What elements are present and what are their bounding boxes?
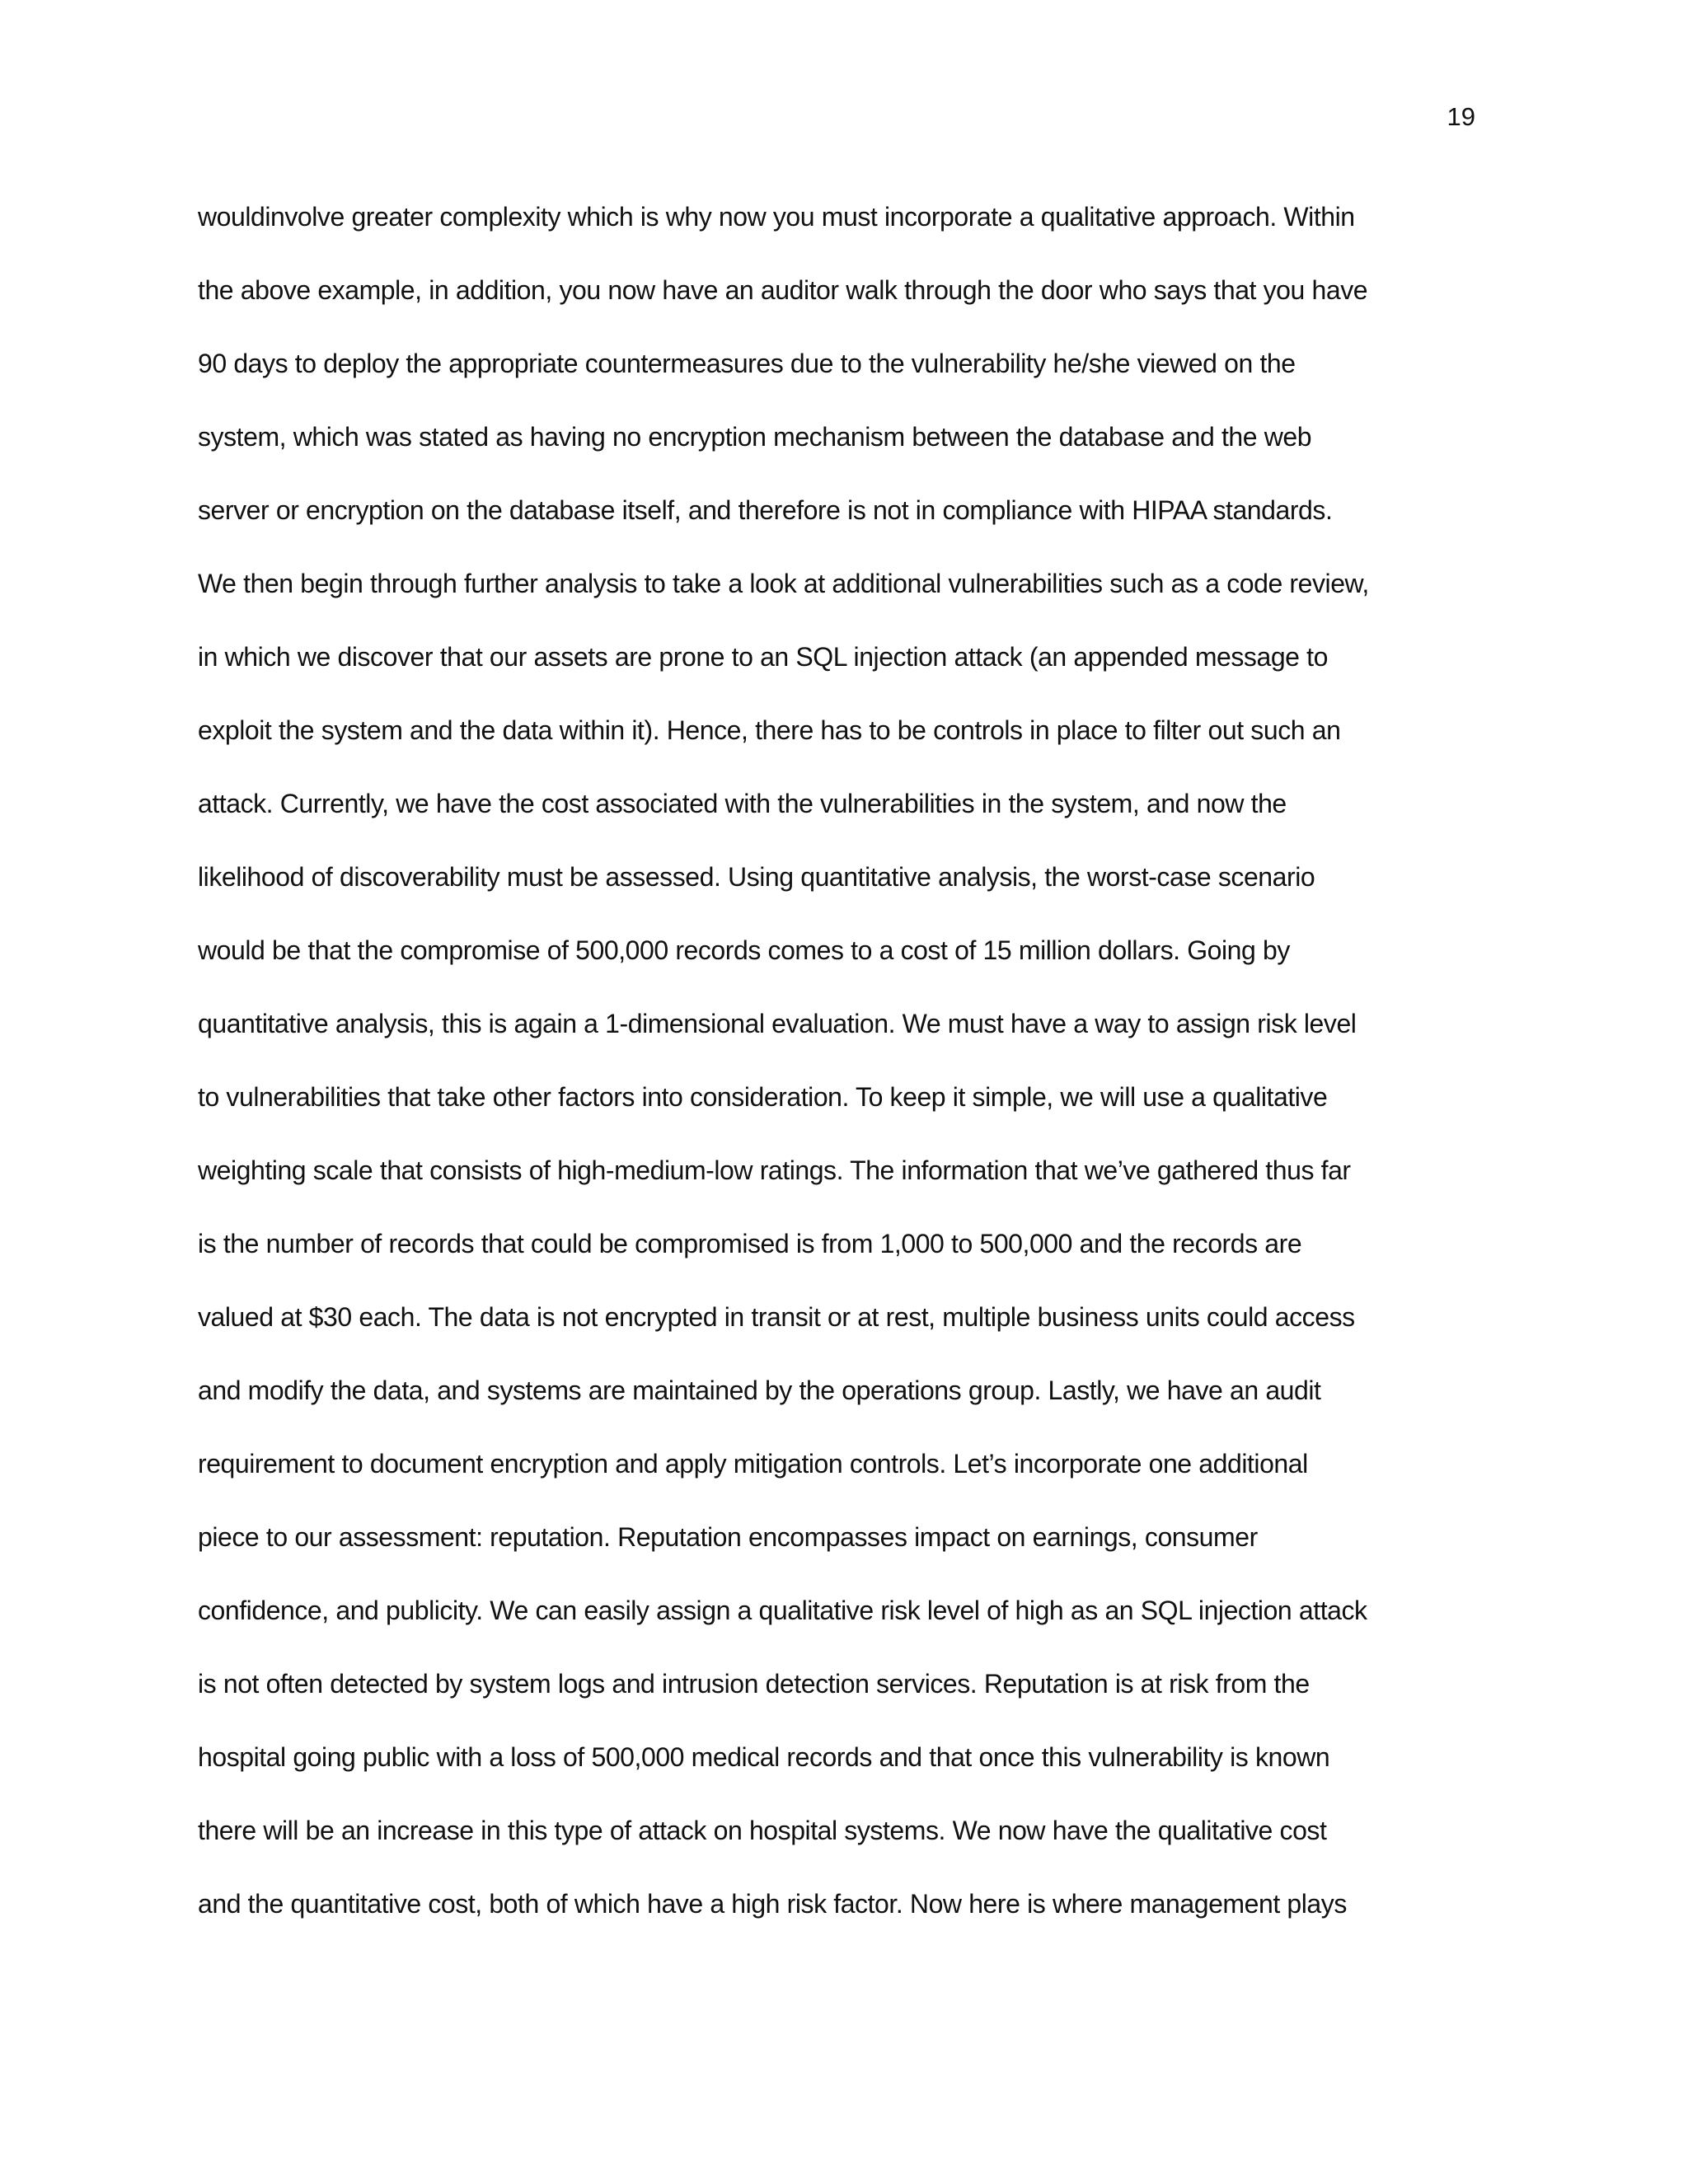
text-line: piece to our assessment: reputation. Reputation encompasses impact on earnings, consumer	[198, 1522, 1258, 1552]
text-line: exploit the system and the data within it). Hence, there has to be controls in place to filter out such an	[198, 715, 1341, 745]
text-line: and the quantitative cost, both of which have a high risk factor. Now here is where management plays	[198, 1889, 1347, 1919]
text-line: valued at $30 each. The data is not encrypted in transit or at rest, multiple business units could access	[198, 1302, 1355, 1332]
text-line: weighting scale that consists of high-medium-low ratings. The information that we’ve gathered thus far	[198, 1155, 1351, 1185]
text-line: the above example, in addition, you now have an auditor walk through the door who says that you have	[198, 275, 1368, 305]
page-number: 19	[1447, 102, 1475, 131]
text-line: hospital going public with a loss of 500,000 medical records and that once this vulnerability is known	[198, 1742, 1330, 1772]
body-paragraph	[198, 196, 1517, 1957]
text-line: quantitative analysis, this is again a 1-dimensional evaluation. We must have a way to assign risk level	[198, 1009, 1357, 1038]
text-line: wouldinvolve greater complexity which is why now you must incorporate a qualitative approach. Within	[198, 202, 1355, 232]
text-line: likelihood of discoverability must be assessed. Using quantitative analysis, the worst-case scenario	[198, 862, 1315, 892]
text-line: and modify the data, and systems are maintained by the operations group. Lastly, we have an audit	[198, 1376, 1321, 1405]
text-line: confidence, and publicity. We can easily assign a qualitative risk level of high as an SQL injection attack	[198, 1596, 1367, 1625]
text-line: to vulnerabilities that take other factors into consideration. To keep it simple, we will use a qualitative	[198, 1082, 1328, 1112]
text-line: 90 days to deploy the appropriate countermeasures due to the vulnerability he/she viewed on the	[198, 349, 1296, 378]
text-line: there will be an increase in this type of attack on hospital systems. We now have the qualitative cost	[198, 1816, 1327, 1845]
text-line: would be that the compromise of 500,000 records comes to a cost of 15 million dollars. Going by	[198, 935, 1290, 965]
text-line: requirement to document encryption and apply mitigation controls. Let’s incorporate one additional	[198, 1449, 1308, 1479]
text-line: is not often detected by system logs and intrusion detection services. Reputation is at risk from the	[198, 1669, 1310, 1699]
text-line: in which we discover that our assets are prone to an SQL injection attack (an appended message to	[198, 642, 1328, 672]
text-line: is the number of records that could be compromised is from 1,000 to 500,000 and the records are	[198, 1229, 1302, 1258]
text-line: attack. Currently, we have the cost associated with the vulnerabilities in the system, and now the	[198, 789, 1287, 818]
text-line: server or encryption on the database itself, and therefore is not in compliance with HIPAA standards.	[198, 495, 1333, 525]
text-line: We then begin through further analysis to take a look at additional vulnerabilities such as a code review,	[198, 569, 1369, 598]
text-line: system, which was stated as having no encryption mechanism between the database and the web	[198, 422, 1312, 452]
